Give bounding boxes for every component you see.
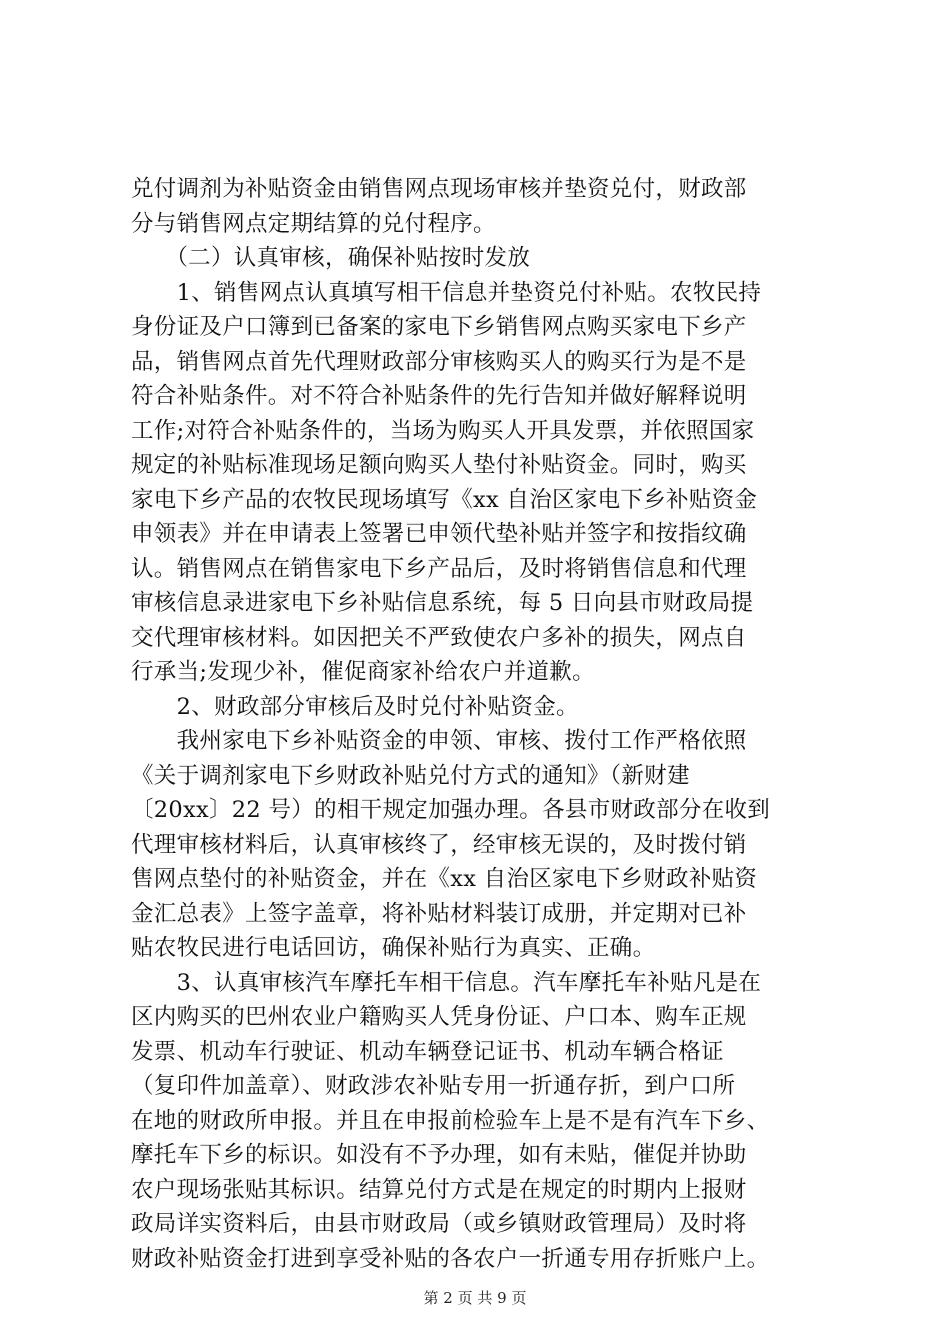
text-line: 兑付调剂为补贴资金由销售网点现场审核并垫资兑付，财政部 [131, 176, 747, 202]
text-line: 身份证及户口簿到已备案的家电下乡销售网点购买家电下乡产 [131, 314, 747, 340]
text-line: （复印件加盖章）、财政涉农补贴专用一折通存折，到户口所 [131, 1073, 736, 1099]
text-line: 贴农牧民进行电话回访，确保补贴行为真实、正确。 [131, 935, 656, 961]
text-line: 2、财政部分审核后及时兑付补贴资金。 [131, 693, 579, 720]
text-line: 行承当;发现少补，催促商家补给农户并道歉。 [131, 659, 595, 685]
text-line: 摩托车下乡的标识。如没有不予办理，如有未贴，催促并协助 [131, 1142, 747, 1168]
text-line: 代理审核材料后，认真审核终了，经审核无误的，及时拨付销 [131, 831, 747, 858]
text-line: 我州家电下乡补贴资金的申领、审核、拨付工作严格依照 [131, 728, 747, 754]
page-footer: 第 2 页 共 9 页 [423, 1289, 527, 1307]
text-line: 1、销售网点认真填写相干信息并垫资兑付补贴。农牧民持 [131, 279, 762, 306]
text-line: 认。销售网点在销售家电下乡产品后，及时将销售信息和代理 [131, 555, 747, 582]
text-line: 3、认真审核汽车摩托车相干信息。汽车摩托车补贴凡是在 [131, 969, 762, 996]
text-line: 《关于调剂家电下乡财政补贴兑付方式的通知》（新财建 [131, 762, 690, 789]
text-line: 农户现场张贴其标识。结算兑付方式是在规定的时期内上报财 [131, 1176, 747, 1203]
text-line: 发票、机动车行驶证、机动车辆登记证书、机动车辆合格证 [131, 1038, 724, 1065]
section-heading: （二）认真审核，确保补贴按时发放 [131, 245, 531, 271]
text-line: 家电下乡产品的农牧民现场填写《xx 自治区家电下乡补贴资金 [131, 486, 758, 513]
text-line: 区内购买的巴州农业户籍购买人凭身份证、户口本、购车正规 [131, 1004, 747, 1030]
text-line: 符合补贴条件。对不符合补贴条件的先行告知并做好解释说明 [131, 383, 747, 409]
text-line: 政局详实资料后，由县市财政局（或乡镇财政管理局）及时将 [131, 1211, 747, 1237]
text-line: 〔20xx〕22 号）的相干规定加强办理。各县市财政部分在收到 [131, 797, 771, 823]
text-line: 申领表》并在申请表上签署已申领代垫补贴并签字和按指纹确 [131, 521, 747, 547]
text-line: 品，销售网点首先代理财政部分审核购买人的购买行为是不是 [131, 348, 747, 375]
text-line: 分与销售网点定期结算的兑付程序。 [131, 210, 496, 237]
text-line: 工作;对符合补贴条件的，当场为购买人开具发票，并依照国家 [131, 417, 755, 444]
text-line: 在地的财政所申报。并且在申报前检验车上是不是有汽车下乡、 [131, 1107, 770, 1134]
text-line: 审核信息录进家电下乡补贴信息系统，每 5 日向县市财政局提 [131, 590, 754, 616]
document-body [131, 172, 831, 1276]
text-line: 售网点垫付的补贴资金，并在《xx 自治区家电下乡财政补贴资 [131, 866, 758, 892]
text-line: 规定的补贴标准现场足额向购买人垫付补贴资金。同时，购买 [131, 452, 747, 478]
text-line: 财政补贴资金打进到享受补贴的各农户一折通专用存折账户上。 [131, 1245, 770, 1272]
text-line: 交代理审核材料。如因把关不严致使农户多补的损失，网点自 [131, 624, 747, 651]
text-line: 金汇总表》上签字盖章，将补贴材料装订成册，并定期对已补 [131, 900, 747, 927]
